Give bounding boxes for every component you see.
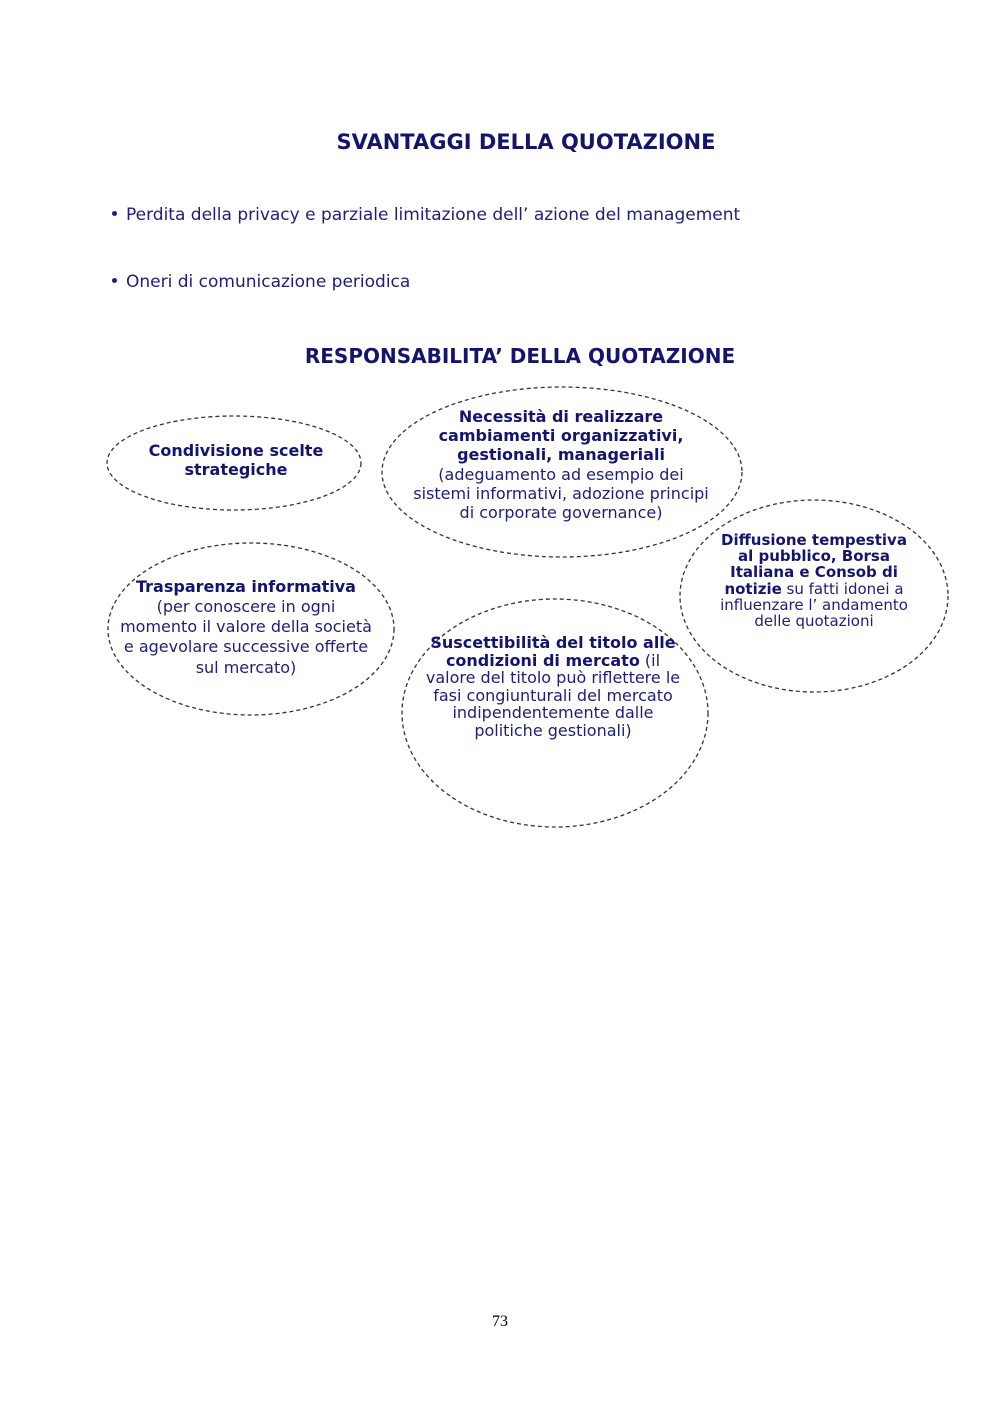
oval-normal-text: (il valore del titolo può riflettere le fasi congiunturali del mercato indipendentemente dalle politiche gestionali) — [425, 650, 681, 740]
oval-bold-text: Condivisione scelte strategiche — [148, 441, 324, 480]
oval-normal-text: (per conoscere in ogni momento il valore della società e agevolare successive offerte sul mercato) — [120, 597, 372, 677]
oval-text-suscettibilita — [420, 634, 686, 740]
responsabilita-title: RESPONSABILITA’ DELLA QUOTAZIONE — [304, 344, 736, 368]
bullet-text: Oneri di comunicazione periodica — [126, 272, 411, 292]
oval-bold-text: Suscettibilità del titolo alle condizioni di mercato — [430, 633, 676, 670]
bullet-text: Perdita della privacy e parziale limitazione dell’ azione del management — [126, 205, 741, 225]
oval-bold-text: Necessità di realizzare cambiamenti organizzativi, gestionali, manageriali — [438, 407, 684, 465]
page-number: 73 — [492, 1313, 508, 1330]
oval-text-trasparenza — [118, 577, 374, 678]
oval-bold-text: Trasparenza informativa — [136, 577, 356, 596]
oval-normal-text: su fatti idonei a influenzare l’ andamento delle quotazioni — [720, 579, 908, 630]
oval-normal-text: (adeguamento ad esempio dei sistemi informativi, adozione principi di corporate governance) — [413, 464, 709, 522]
oval-bold-text: Diffusione tempestiva al pubblico, Borsa Italiana e Consob di notizie — [721, 531, 907, 598]
oval-text-diffusione — [716, 532, 912, 629]
svantaggi-title: SVANTAGGI DELLA QUOTAZIONE — [336, 130, 716, 154]
oval-text-necessita — [408, 407, 714, 522]
oval-text-condivisione — [118, 441, 354, 479]
